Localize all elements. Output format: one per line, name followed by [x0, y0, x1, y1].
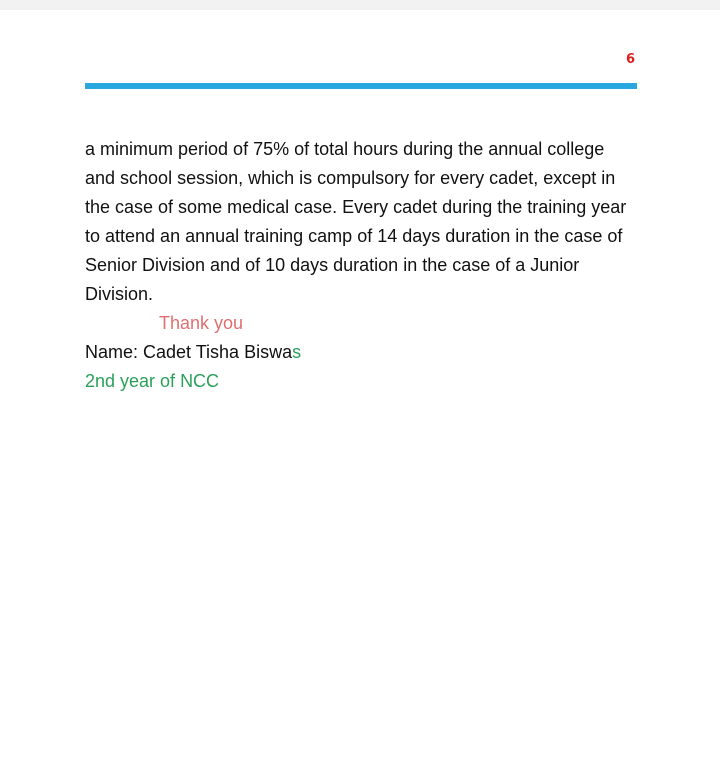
- signature-name-tail: s: [292, 342, 302, 362]
- signature-name: [85, 338, 637, 367]
- document-page: [0, 10, 720, 762]
- top-gutter: [0, 0, 720, 10]
- closing-text: Thank you: [159, 313, 244, 333]
- document-body: [85, 135, 637, 396]
- signature-year: 2nd year of NCC: [85, 371, 220, 391]
- header-rule: [85, 83, 637, 89]
- signature-name-main: Name: Cadet Tisha Biswa: [85, 342, 293, 362]
- page-number: 6: [625, 52, 635, 67]
- body-paragraph: a minimum period of 75% of total hours during the annual college and school session, which is compulsory for every cadet, except in the case of some medical case. Every cadet during the training year to attend an annual training camp of 14 days duration in the case of Senior Division and of 10 days duration in the case of a Junior Division.: [85, 139, 627, 304]
